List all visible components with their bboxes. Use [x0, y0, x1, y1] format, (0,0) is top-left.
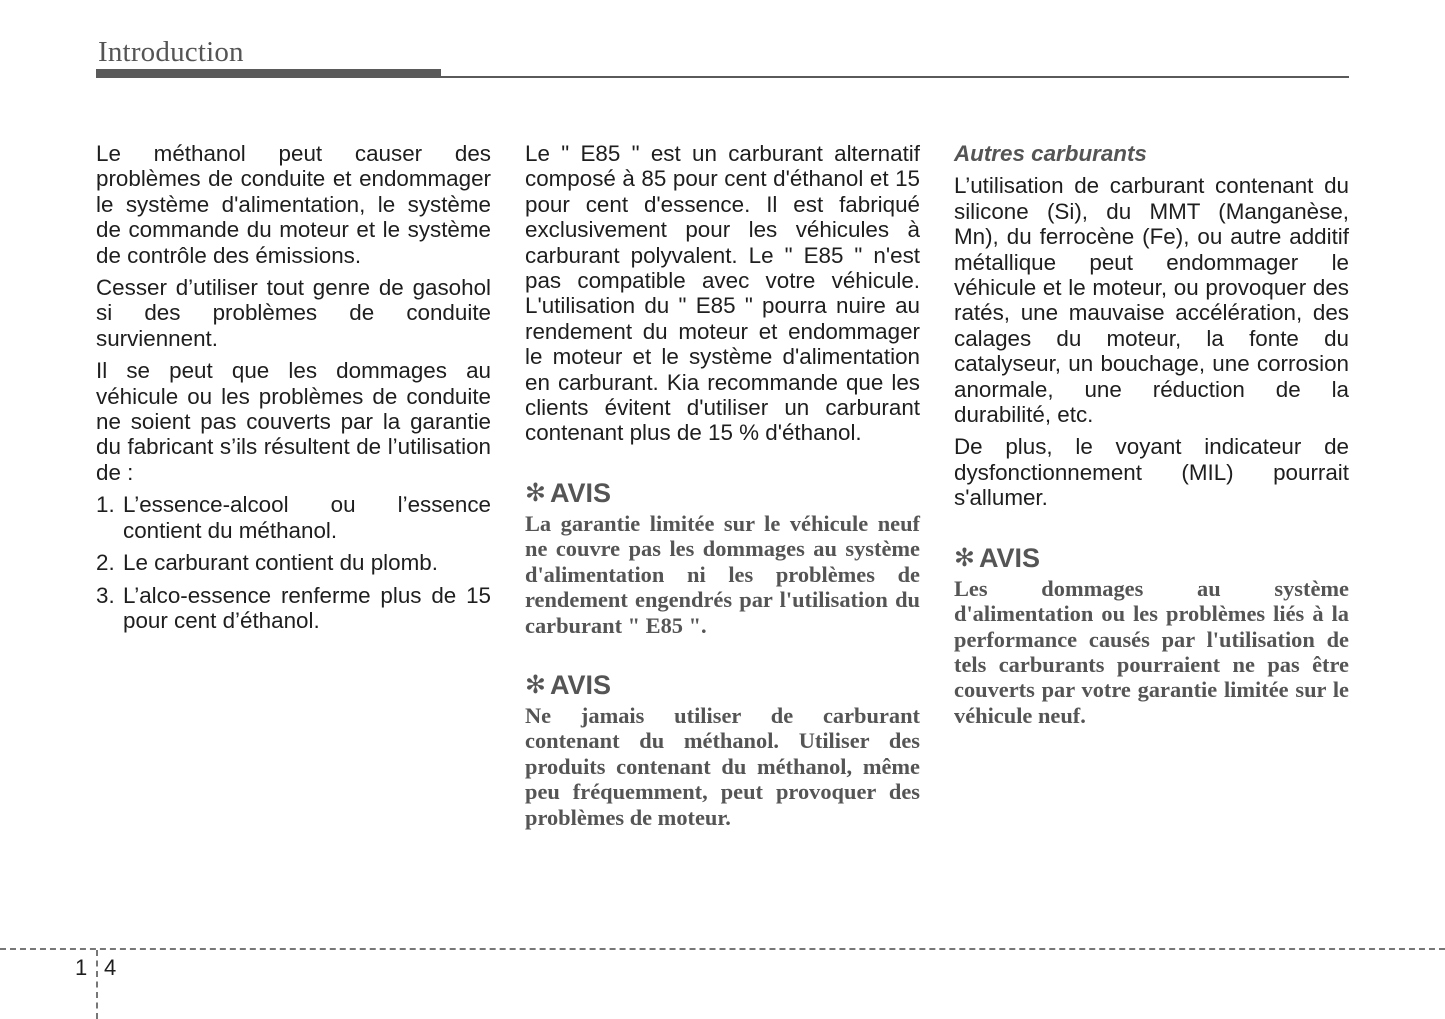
- notice-title: AVIS: [549, 477, 611, 508]
- chapter-number: 1: [75, 955, 88, 980]
- notice-box: [954, 543, 1349, 728]
- paragraph: De plus, le voyant indicateur de dysfonctionnement (MIL) pourrait s'allumer.: [954, 434, 1349, 511]
- list-item: [96, 492, 491, 543]
- paragraph: Le " E85 " est un carburant alternatif composé à 85 pour cent d'éthanol et 15 pour cent d'essence. Il est fabriqué exclusivement pour les véhicules à carburant polyvalent. Le " E85 " n'est pas compatible avec votre véhicule. L'utilisation du " E85 " pourra nuire au rendement du moteur et endommager le moteur et le système d'alimentation en carburant. Kia recommande que les clients évitent d'utiliser un carburant contenant plus de 15 % d'éthanol.: [525, 141, 920, 446]
- header-rule-thin: [441, 76, 1349, 78]
- section-subheading: Autres carburants: [954, 141, 1147, 166]
- list-text: L’essence-alcool ou l’essence contient du méthanol.: [123, 492, 491, 543]
- list-item: [96, 583, 491, 634]
- list-text: Le carburant contient du plomb.: [123, 550, 438, 576]
- paragraph: Cesser d’utiliser tout genre de gasohol si des problèmes de conduite surviennent.: [96, 275, 491, 351]
- paragraph: Il se peut que les dommages au véhicule ou les problèmes de conduite ne soient pas couverts par la garantie du fabricant s’ils résultent de l’utilisation de :: [96, 358, 491, 485]
- header-rule-thick: [96, 69, 441, 78]
- notice-heading: [954, 543, 1349, 573]
- notice-text: Ne jamais utiliser de carburant contenant du méthanol. Utiliser des produits contenant du méthanol, même peu fréquemment, peut provoquer des problèmes de moteur.: [525, 702, 920, 830]
- notice-text: Les dommages au système d'alimentation ou les problèmes liés à la performance causés par l'utilisation de tels carburants pourraient ne pas être couverts par votre garantie limitée sur le véhicule neuf.: [954, 575, 1349, 728]
- asterisk-icon: ✻: [954, 543, 975, 572]
- column-3: [954, 141, 1349, 728]
- footer-divider-vertical: [96, 950, 98, 1019]
- column-2: [525, 141, 920, 830]
- notice-box: [525, 670, 920, 830]
- paragraph: Le méthanol peut causer des problèmes de conduite et endommager le système d'alimentation, le système de commande du moteur et le système de contrôle des émissions.: [96, 141, 491, 268]
- list-item: [96, 550, 491, 575]
- list-number: 2.: [96, 550, 115, 576]
- page-title: Introduction: [98, 36, 244, 68]
- column-1: [96, 141, 491, 640]
- paragraph: L’utilisation de carburant contenant du silicone (Si), du MMT (Manganèse, Mn), du ferrocène (Fe), ou autre additif métallique peut endommager le véhicule et le moteur, ou provoquer des ratés, une mauvaise accélération, des calages du moteur, la fonte du catalyseur, un bouchage, une corrosion anormale, une réduction de la durabilité, etc.: [954, 173, 1349, 428]
- notice-title: AVIS: [549, 669, 611, 700]
- notice-title: AVIS: [978, 542, 1040, 573]
- notice-heading: [525, 478, 920, 508]
- list-number: 3.: [96, 582, 115, 608]
- list-number: 1.: [96, 492, 115, 518]
- notice-heading: [525, 670, 920, 700]
- notice-text: La garantie limitée sur le véhicule neuf ne couvre pas les dommages au système d'alimentation ni les problèmes de rendement engendrés par l'utilisation du carburant " E85 ".: [525, 510, 920, 638]
- footer-divider: [0, 948, 1445, 950]
- page-number: 4: [104, 955, 117, 980]
- notice-box: [525, 478, 920, 638]
- asterisk-icon: ✻: [525, 478, 546, 507]
- list-text: L’alco-essence renferme plus de 15 pour cent d’éthanol.: [123, 582, 491, 633]
- asterisk-icon: ✻: [525, 670, 546, 699]
